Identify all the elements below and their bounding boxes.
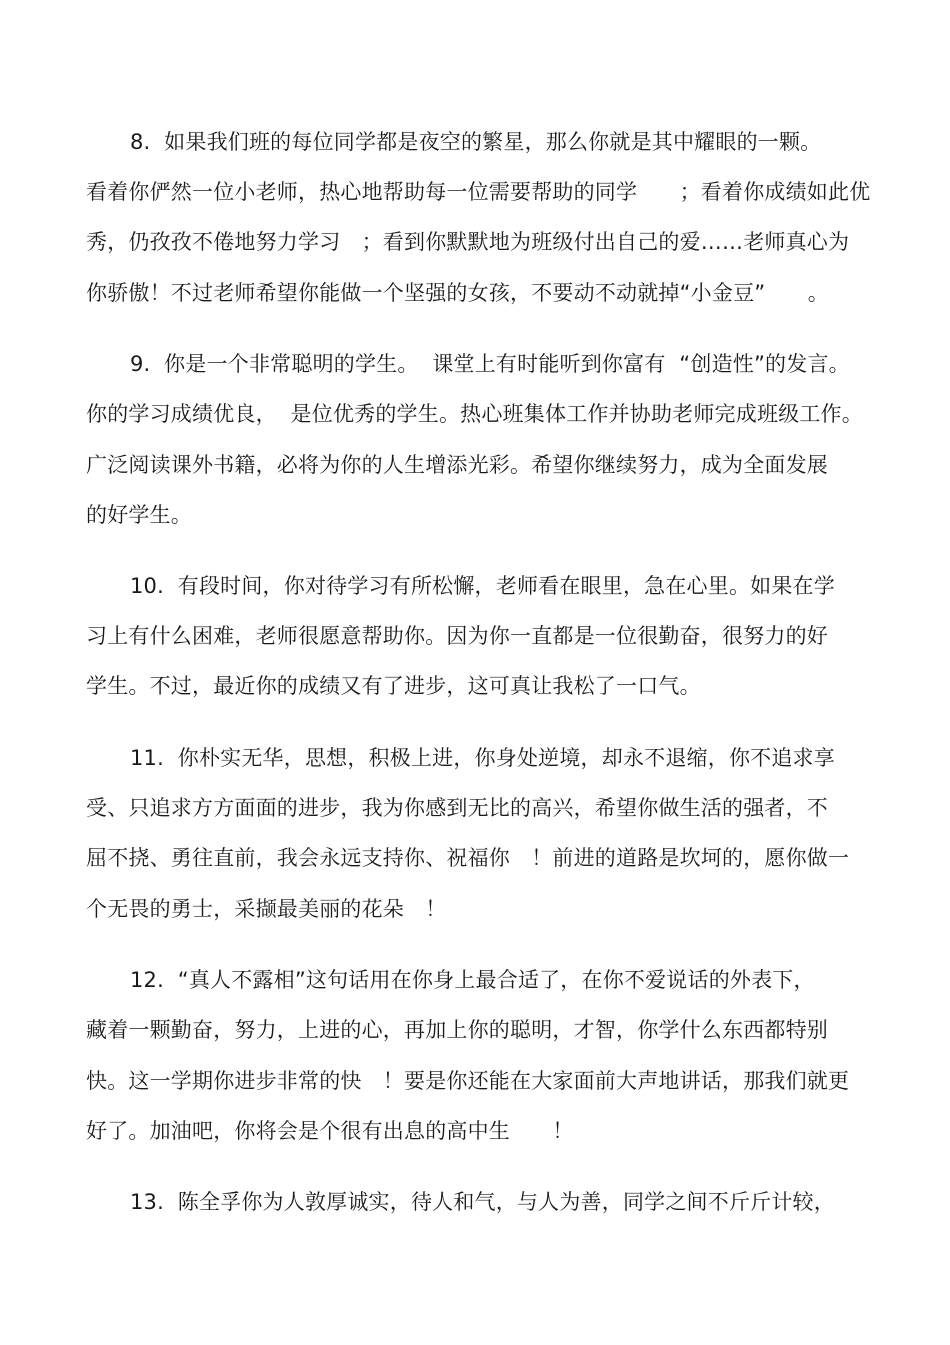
text-line: 好了。加油吧，你将会是个很有出息的高中生 ！: [86, 1119, 574, 1143]
text-line: 8. 如果我们班的每位同学都是夜空的繁星，那么你就是其中耀眼的一颗。: [130, 130, 822, 154]
text-line: 9. 你是一个非常聪明的学生。 课堂上有时能听到你富有 “创造性”的发言。: [130, 352, 850, 376]
text-line: 你的学习成绩优良， 是位优秀的学生。热心班集体工作并协助老师完成班级工作。: [86, 402, 863, 426]
text-line: 13. 陈全孚你为人敦厚诚实，待人和气，与人为善，同学之间不斤斤计较，: [130, 1190, 835, 1214]
text-line: 的好学生。: [86, 503, 192, 527]
text-line: 11. 你朴实无华，思想，积极上进，你身处逆境，却永不退缩，你不追求享: [130, 746, 835, 770]
text-line: 10. 有段时间，你对待学习有所松懈，老师看在眼里，急在心里。如果在学: [130, 574, 835, 598]
text-line: 广泛阅读课外书籍，必将为你的人生增添光彩。希望你继续努力，成为全面发展: [86, 453, 828, 477]
text-line: 习上有什么困难，老师很愿意帮助你。因为你一直都是一位很勤奋，很努力的好: [86, 624, 828, 648]
text-line: 快。这一学期你进步非常的快 ！要是你还能在大家面前大声地讲话，那我们就更: [86, 1069, 850, 1093]
text-line: 受、只追求方方面面的进步，我为你感到无比的高兴，希望你做生活的强者，不: [86, 796, 828, 820]
text-line: 屈不挠、勇往直前，我会永远支持你、祝福你 ！前进的道路是坎坷的，愿你做一: [86, 846, 850, 870]
text-line: 藏着一颗勤奋，努力，上进的心，再加上你的聪明，才智，你学什么东西都特别: [86, 1018, 828, 1042]
text-line: 你骄傲！不过老师希望你能做一个坚强的女孩，不要动不动就掉“小金豆” 。: [86, 281, 829, 305]
text-line: 秀，仍孜孜不倦地努力学习 ；看到你默默地为班级付出自己的爱……老师真心为: [86, 230, 850, 254]
text-line: 学生。不过，最近你的成绩又有了进步，这可真让我松了一口气。: [86, 674, 701, 698]
text-line: 个无畏的勇士，采撷最美丽的花朵 ！: [86, 897, 447, 921]
text-line: 12. “真人不露相”这句话用在你身上最合适了，在你不爱说话的外表下，: [130, 968, 815, 992]
text-line: 看着你俨然一位小老师，热心地帮助每一位需要帮助的同学 ；看着你成绩如此优: [86, 180, 871, 204]
